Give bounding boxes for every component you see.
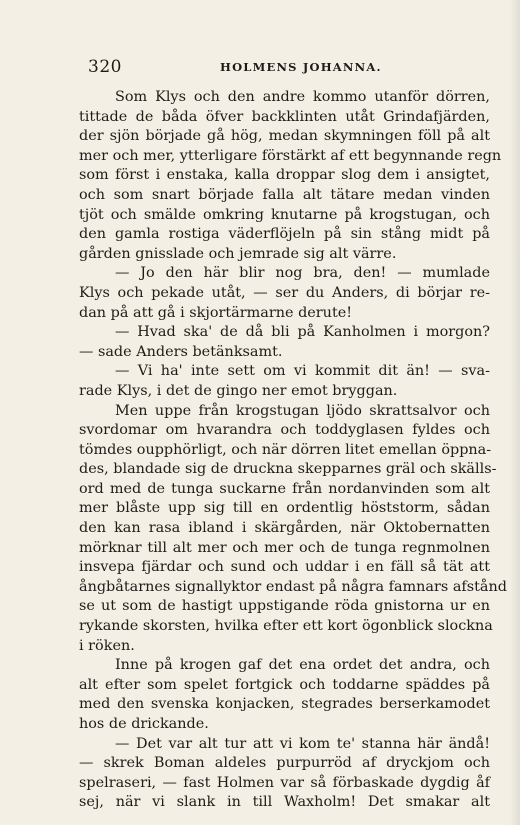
body-text xyxy=(79,88,507,813)
text-line: den kan rasa ibland i skärgården, när Oktobernatten xyxy=(79,520,490,537)
text-line: mer och mer, ytterligare förstärkt af ett begynnande regn xyxy=(79,147,502,164)
text-line: ord med de tunga suckarne från nordanvinden som alt xyxy=(79,480,490,497)
page-edge-shadow xyxy=(510,0,520,825)
text-line: des, blandade sig de druckna skepparnes gräl och skälls- xyxy=(79,461,497,478)
text-line: svordomar om hvarandra och toddyglasen fyldes och xyxy=(79,422,490,439)
text-line: mer blåste upp sig till en ordentlig höststorm, sådan xyxy=(79,500,490,517)
text-line: ångbåtarnes signallyktor endast på några famnars afstånd xyxy=(79,578,507,595)
text-line: med den svenska konjacken, stegrades berserkamodet xyxy=(79,696,490,713)
text-line: — skrek Boman aldeles purpurröd af dryckjom och xyxy=(79,755,490,772)
text-line: — Hvad ska' de då bli på Kanholmen i morgon? xyxy=(115,324,490,341)
text-line: der sjön började gå hög, medan skymningen föll på alt xyxy=(79,128,490,145)
page-number: 320 xyxy=(88,57,122,77)
text-line: Inne på krogen gaf det ena ordet det andra, och xyxy=(115,657,490,674)
text-line: — sade Anders betänksamt. xyxy=(79,343,283,360)
text-line: gården gnisslade och jemrade sig alt värre. xyxy=(79,245,397,262)
text-line: som först i enstaka, kalla droppar slog dem i ansigtet, xyxy=(79,167,490,184)
text-line: — Vi ha' inte sett om vi kommit dit än! — sva- xyxy=(115,363,490,380)
text-line: den gamla rostiga väderflöjeln på sin stång midt på xyxy=(79,226,490,243)
text-line: dan på att gå i skjortärmarne derute! xyxy=(79,304,353,321)
text-line: insvepa fjärdar och sund och uddar i en fäll så tät att xyxy=(79,559,490,576)
text-line: Men uppe från krogstugan ljödo skrattsalvor och xyxy=(115,402,490,419)
text-line: mörknar till alt mer och mer och de tunga regnmolnen xyxy=(79,539,490,556)
text-line: rade Klys, i det de gingo ner emot bryggan. xyxy=(79,382,398,399)
running-title: HOLMENS JOHANNA. xyxy=(220,60,382,74)
text-line: rykande skorsten, hvilka efter ett kort ögonblick slockna xyxy=(79,618,493,635)
text-line: spelraseri, — fast Holmen var så förbaskade dygdig åf xyxy=(79,774,490,791)
text-line: alt efter som spelet fortgick och toddarne späddes på xyxy=(79,676,490,693)
text-line: sej, när vi slank in till Waxholm! Det smakar alt xyxy=(79,794,490,811)
text-line: Som Klys och den andre kommo utanför dörren, xyxy=(115,89,490,105)
text-line: och som snart började falla alt tätare medan vinden xyxy=(79,186,490,203)
text-line: i röken. xyxy=(79,637,135,654)
text-line: tjöt och smälde omkring knutarne på krogstugan, och xyxy=(79,206,490,223)
text-line: tömdes oupphörligt, och när dörren litet emellan öppna- xyxy=(79,441,492,458)
text-line: — Jo den här blir nog bra, den! — mumlade xyxy=(115,265,490,282)
text-line: hos de drickande. xyxy=(79,716,209,732)
text-line: se ut som de hastigt uppstigande röda gnistorna ur en xyxy=(79,598,490,615)
text-line: — Det var alt tur att vi kom te' stanna här ändå! xyxy=(115,735,490,752)
page-header xyxy=(88,57,488,77)
text-line: tittade de båda öfver backklinten utåt Grindafjärden, xyxy=(79,108,490,125)
text-line: Klys och pekade utåt, — ser du Anders, di börjar re- xyxy=(79,284,490,301)
